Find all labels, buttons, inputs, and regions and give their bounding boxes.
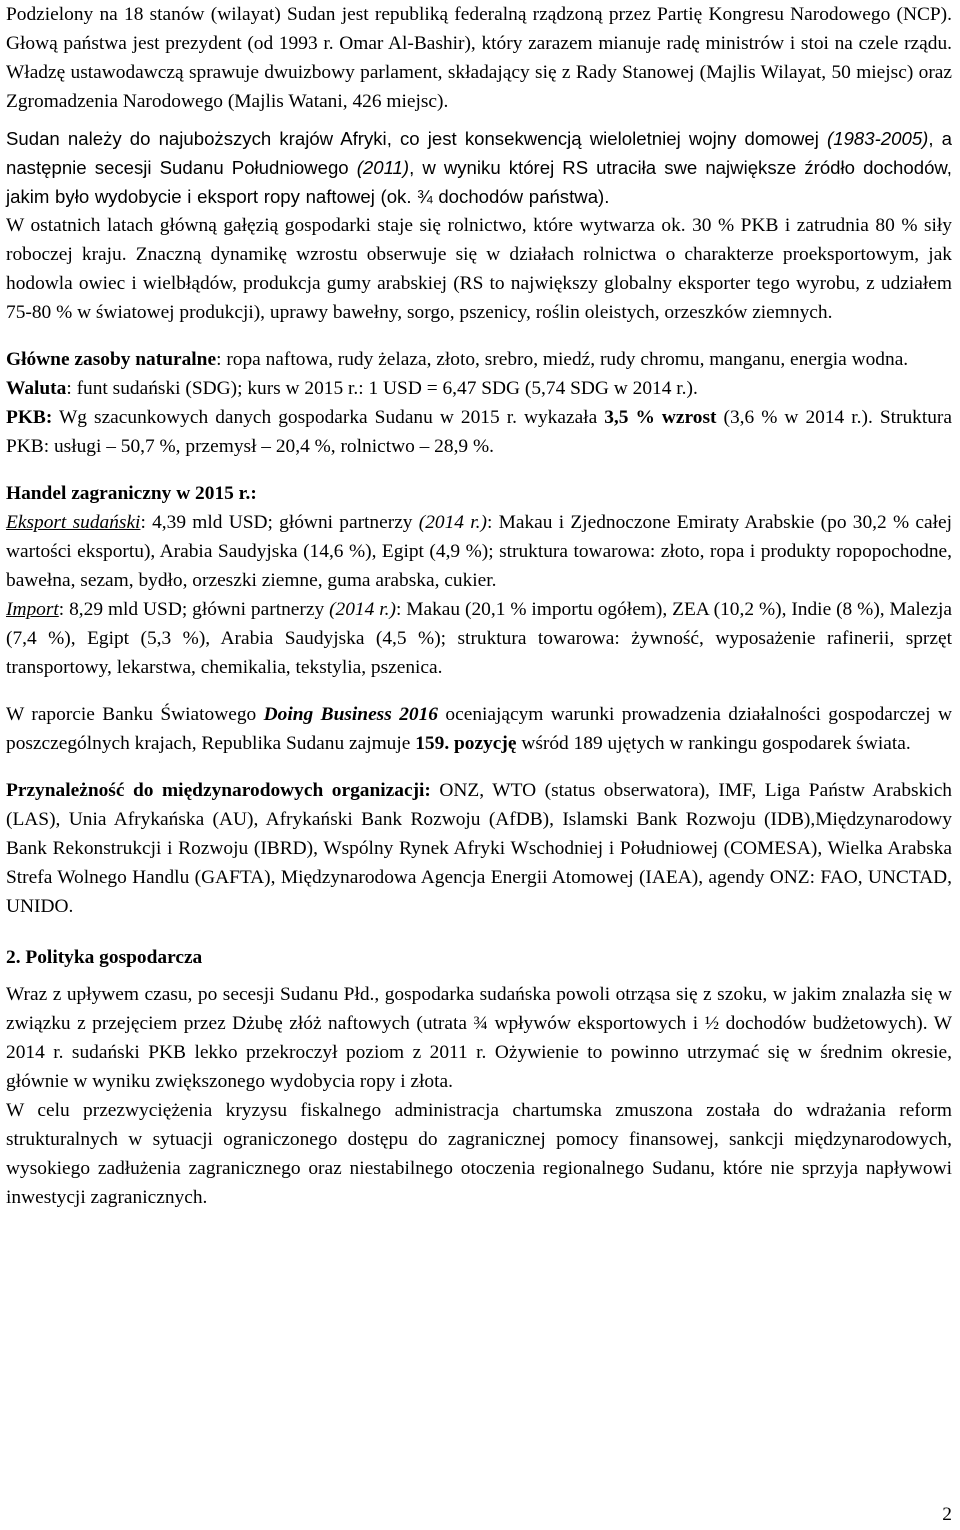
import-label: Import [6,599,59,620]
export-year: (2014 r.) [418,512,487,533]
export-text-b: : Makau i Zjednoczone Emiraty Arabskie (po 30,2 % całej wartości eksportu), Arabia Saudyjska (14,6 %), Egipt (4,9 %); struktura towarowa: złoto, ropa i produkty ropopochodne, bawełna, sezam, bydło, orzeszki ziemne, guma arabska, cukier. [6,512,952,591]
paragraph-political-system [6,0,952,116]
civil-war-years: (1983-2005) [827,128,929,149]
paragraph-currency [6,374,952,403]
paragraph-policy-1 [6,980,952,1096]
gdp-text-a: Wg szacunkowych danych gospodarka Sudanu w 2015 r. wykazała [52,407,605,428]
section-2-heading [6,943,952,972]
gdp-text-b: (3,6 % w 2014 r.). Struktura PKB: usługi – 50,7 %, przemysł – 20,4 %, rolnictwo – 28,9 %. [6,407,952,457]
membership-label: Przynależność do międzynarodowych organizacji: [6,780,431,801]
currency-label: Waluta [6,378,67,399]
paragraph-export [6,508,952,595]
doing-business-text-a: W raporcie Banku Światowego [6,704,264,725]
paragraph-policy-2 [6,1096,952,1212]
doing-business-title: Doing Business 2016 [263,704,438,725]
trade-heading-text: Handel zagraniczny w 2015 r.: [6,483,257,504]
trade-heading [6,479,952,508]
secession-year: (2011) [356,157,410,178]
paragraph-natural-resources [6,345,952,374]
paragraph-economy-overview [6,124,952,211]
gdp-label: PKB: [6,407,53,428]
membership-text: ONZ, WTO (status obserwatora), IMF, Liga Państw Arabskich (LAS), Unia Afrykańska (AU), Afrykański Bank Rozwoju (AfDB), Islamski Bank Rozwoju (IDB),Międzynarodowy Bank Rekonstrukcji i Rozwoju (IBRD), Wspólny Rynek Afryki Wschodniej i Południowej (COMESA), Wielka Arabska Strefa Wolnego Handlu (GAFTA), Międzynarodowa Agencja Energii Atomowej (IAEA), agendy ONZ: FAO, UNCTAD, UNIDO. [6,780,952,917]
paragraph-import [6,595,952,682]
import-text-a: : 8,29 mld USD; główni partnerzy [58,599,330,620]
economy-text-c: , a następnie secesji Sudanu Południowego [6,128,952,178]
export-text-a: : 4,39 mld USD; główni partnerzy [140,512,419,533]
economy-text-e: , w wyniku której RS utraciła swe największe źródło dochodów, jakim było wydobycie i eksport ropy naftowej (ok. ¾ dochodów państwa). [6,157,952,207]
policy-text-2: W celu przezwyciężenia kryzysu fiskalnego administracja chartumska zmuszona została do wdrażania reform strukturalnych w sytuacji ograniczonego dostępu do zagranicznej pomocy finansowej, sankcji międzynarodowych, wysokiego zadłużenia zagranicznego oraz niestabilnego otoczenia regionalnego Sudanu, które nie sprzyja napływowi inwestycji zagranicznych. [6,1100,952,1208]
document-page [6,0,952,1212]
paragraph-membership [6,776,952,921]
section-2-heading-text: 2. Polityka gospodarcza [6,947,203,968]
currency-text: : funt sudański (SDG); kurs w 2015 r.: 1 USD = 6,47 SDG (5,74 SDG w 2014 r.). [66,378,698,399]
paragraph-gdp [6,403,952,461]
agriculture-text: W ostatnich latach główną gałęzią gospodarki staje się rolnictwo, które wytwarza ok. 30 % PKB i zatrudnia 80 % siły roboczej kraju. Znaczną dynamikę wzrostu obserwuje się w działach rolnictwa o charakterze proeksportowym, jak hodowla owiec i wielbłądów, produkcja gumy arabskiej (RS to największy globalny eksporter tego wyrobu, z udziałem 75-80 % w światowej produkcji), uprawy bawełny, sorgo, pszenicy, roślin oleistych, orzeszków ziemnych. [6,215,952,323]
doing-business-rank: 159. pozycję [415,733,517,754]
gdp-growth: 3,5 % wzrost [604,407,717,428]
export-label: Eksport sudański [6,512,141,533]
doing-business-text-c: wśród 189 ujętych w rankingu gospodarek świata. [516,733,911,754]
paragraph-doing-business [6,700,952,758]
page-number: 2 [942,1504,952,1525]
economy-text-a: Sudan należy do najuboższych krajów Afryki, co jest konsekwencją wieloletniej wojny domowej [6,128,828,149]
doing-business-text-b: oceniającym warunki prowadzenia działalności gospodarczej w poszczególnych krajach, Republika Sudanu zajmuje [6,704,952,754]
natural-resources-text: : ropa naftowa, rudy żelaza, złoto, srebro, miedź, rudy chromu, manganu, energia wodna. [216,349,909,370]
import-year: (2014 r.) [329,599,396,620]
political-system-text: Podzielony na 18 stanów (wilayat) Sudan jest republiką federalną rządzoną przez Partię Kongresu Narodowego (NCP). Głową państwa jest prezydent (od 1993 r. Omar Al-Bashir), który zarazem mianuje radę ministrów i stoi na czele rządu. Władzę ustawodawczą sprawuje dwuizbowy parlament, składający się z Rady Stanowej (Majlis Wilayat, 50 miejsc) oraz Zgromadzenia Narodowego (Majlis Watani, 426 miejsc). [6,4,952,112]
policy-text-1: Wraz z upływem czasu, po secesji Sudanu Płd., gospodarka sudańska powoli otrząsa się z szoku, w jakim znalazła się w związku z przejęciem przez Dżubę złóż naftowych (utrata ¾ wpływów eksportowych i ½ dochodów budżetowych). W 2014 r. sudański PKB lekko przekroczył poziom z 2011 r. Ożywienie to powinno utrzymać się w średnim okresie, głównie w wyniku zwiększonego wydobycia ropy i złota. [6,984,952,1092]
import-text-b: : Makau (20,1 % importu ogółem), ZEA (10,2 %), Indie (8 %), Malezja (7,4 %), Egipt (5,3 %), Arabia Saudyjska (4,5 %); struktura towarowa: żywność, wyposażenie rafinerii, sprzęt transportowy, lekarstwa, chemikalia, tekstylia, pszenica. [6,599,952,678]
paragraph-agriculture [6,211,952,327]
natural-resources-label: Główne zasoby naturalne [6,349,217,370]
